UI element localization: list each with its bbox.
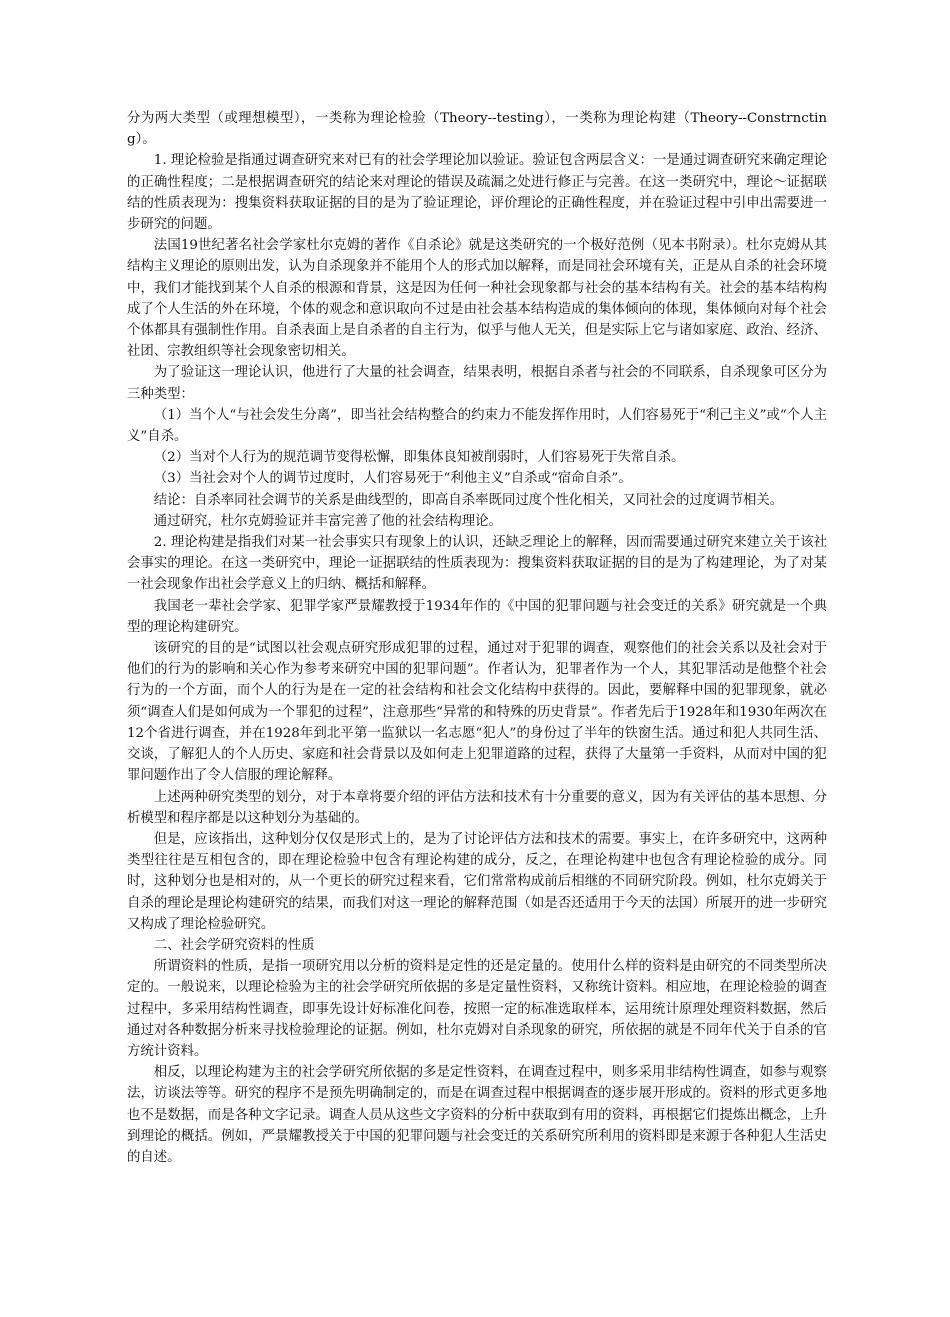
paragraph-theory-testing-definition: 1. 理论检验是指通过调查研究来对已有的社会学理论加以验证。验证包含两层含义：一是通过调查研究来确定理论的正确性程度；二是根据调查研究的结论来对理论的错误及疏漏之处进行修正与完善。在这一类研究中，理论～证据联结的性质表现为：搜集资料获取证据的目的是为了验证理论，评价理论的正确性程度，并在验证过程中引申出需要进一步研究的问题。 bbox=[127, 153, 827, 233]
paragraph-three-types-intro: 为了验证这一理论认识，他进行了大量的社会调查，结果表明，根据自杀者与社会的不同联系，自杀现象可区分为三种类型： bbox=[127, 365, 827, 402]
paragraph-yan-jingyao-study: 我国老一辈社会学家、犯罪学家严景耀教授于1934年作的《中国的犯罪问题与社会变迁的关系》研究就是一个典型的理论构建研究。 bbox=[127, 598, 827, 635]
paragraph-quantitative-data: 所谓资料的性质，是指一项研究用以分析的资料是定性的还是定量的。使用什么样的资料是由研究的不同类型所决定的。一般说来，以理论检验为主的社会学研究所依据的多是定量性资料，又称统计资料。相应地，在理论检验的调查过程中，多采用结构性调查，即事先设计好标准化问卷，按照一定的标准选取样本，运用统计原理处理资料数据，然后通过对各种数据分析来寻找检验理论的证据。例如，杜尔克姆对自杀现象的研究，所依据的就是不同年代关于自杀的官方统计资料。 bbox=[127, 959, 827, 1059]
paragraph-theory-construction-definition: 2. 理论构建是指我们对某一社会事实只有现象上的认识，还缺乏理论上的解释，因而需要通过研究来建立关于该社会事实的理论。在这一类研究中，理论一证据联结的性质表现为：搜集资料获取证据的目的是为了构建理论，为了对某一社会现象作出社会学意义上的归纳、概括和解释。 bbox=[127, 535, 827, 593]
paragraph-qualitative-data: 相反，以理论构建为主的社会学研究所依据的多是定性资料，在调查过程中，则多采用非结构性调查，如参与观察法，访谈法等等。研究的程序不是预先明确制定的，而是在调查过程中根据调查的逐步展开形成的。资料的形式更多地也不是数据，而是各种文字记录。调查人员从这些文字资料的分析中获取到有用的资料，再根据它们提炼出概念，上升到理论的概括。例如，严景耀教授关于中国的犯罪问题与社会变迁的关系研究所利用的资料即是来源于各种犯人生活史的自述。 bbox=[127, 1065, 827, 1165]
list-item-altruistic-suicide: （3）当社会对个人的调节过度时，人们容易死于“利他主义”自杀或“宿命自杀”。 bbox=[153, 471, 632, 487]
paragraph-study-purpose: 该研究的目的是“试图以社会观点研究形成犯罪的过程，通过对于犯罪的调查，观察他们的社会关系以及社会对于他们的行为的影响和关心作为参考来研究中国的犯罪问题”。作者认为，犯罪者作为一个人，其犯罪活动是他整个社会行为的一个方面，而个人的行为是在一定的社会结构和社会文化结构中获得的。因此，要解释中国的犯罪现象，就必须“调查人们是如何成为一个罪犯的过程”，注意那些“异常的和特殊的历史背景”。作者先后于1928年和1930年两次在12个省进行调查，并在1928年到北平第一监狱以一名志愿“犯人”的身份过了半年的铁窗生活。通过和犯人共同生活、交谈，了解犯人的个人历史、家庭和社会背景以及如何走上犯罪道路的过程，获得了大量第一手资料，从而对中国的犯罪问题作出了令人信服的理论解释。 bbox=[127, 641, 827, 784]
list-item-egoistic-suicide: （1）当个人“与社会发生分离”，即当社会结构整合的约束力不能发挥作用时，人们容易死于“利己主义”或“个人主义”自杀。 bbox=[127, 407, 827, 445]
paragraph-durkheim-suicide: 法国19世纪著名社会学家杜尔克姆的著作《自杀论》就是这类研究的一个极好范例（见本书附录）。杜尔克姆从其结构主义理论的原则出发，认为自杀现象并不能用个人的形式加以解释，而是同社会环境有关，正是从自杀的社会环境中，我们才能找到某个人自杀的根源和背景，这是因为任何一种社会现象都与社会的基本结构有关。社会的基本结构构成了个人生活的外在环境，个体的观念和意识取向不过是由社会基本结构造成的集体倾向的体现，集体倾向对每个社会个体都具有强制性作用。自杀表面上是自杀者的自主行为，似乎与他人无关，但是实际上它与诸如家庭、政治、经济、社团、宗教组织等社会现象密切相关。 bbox=[127, 238, 827, 360]
document-page bbox=[127, 108, 827, 1168]
paragraph-significance: 上述两种研究类型的划分，对于本章将要介绍的评估方法和技术有十分重要的意义，因为有关评估的基本思想、分析模型和程序都是以这种划分为基础的。 bbox=[127, 789, 827, 826]
paragraph-conclusion: 结论：自杀率同社会调节的关系是曲线型的，即高自杀率既同过度个性化相关，又同社会的过度调节相关。 bbox=[153, 492, 784, 508]
list-item-anomic-suicide: （2）当对个人行为的规范调节变得松懈，即集体良知被削弱时，人们容易死于失常自杀。 bbox=[153, 450, 685, 466]
paragraph-verification-result: 通过研究，杜尔克姆验证并丰富完善了他的社会结构理论。 bbox=[153, 513, 502, 529]
paragraph-intro-continuation: 分为两大类型（或理想模型），一类称为理论检验（Theory--testing），一类称为理论构建（Theory--Constrncting）。 bbox=[127, 111, 827, 148]
paragraph-relative-division: 但是，应该指出，这种划分仅仅是形式上的，是为了讨论评估方法和技术的需要。事实上，在许多研究中，这两种类型往往是互相包含的，即在理论检验中包含有理论构建的成分，反之，在理论构建中也包含有理论检验的成分。同时，这种划分也是相对的，从一个更长的研究过程来看，它们常常构成前后相继的不同研究阶段。例如，杜尔克姆关于自杀的理论是理论构建研究的结果，而我们对这一理论的解释范围（如是否还适用于今天的法国）所展开的进一步研究又构成了理论检验研究。 bbox=[127, 831, 827, 932]
section-heading-data-nature: 二、社会学研究资料的性质 bbox=[153, 937, 315, 953]
